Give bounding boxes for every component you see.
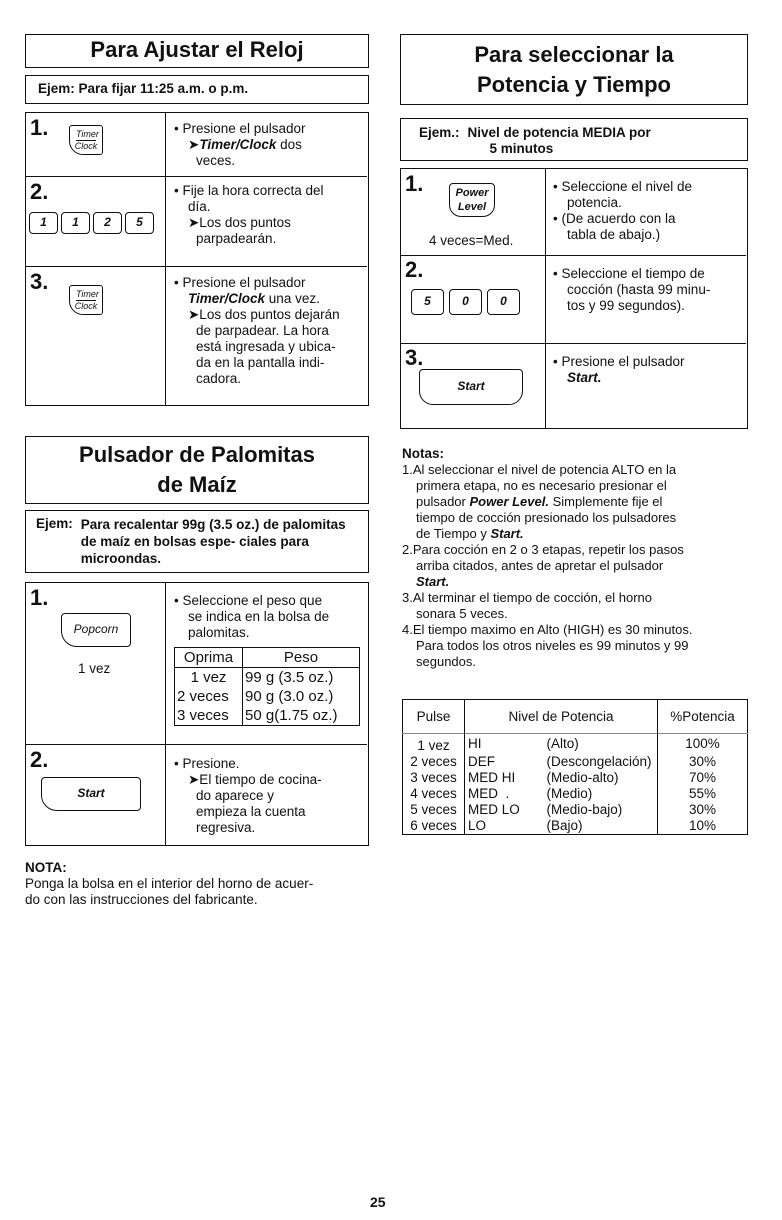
start-key: Start [419, 369, 523, 405]
table-row [403, 754, 748, 770]
popcorn-title-box [25, 436, 369, 504]
digit-key-0: 0 [449, 289, 482, 315]
table-cell: (Descongelación) [547, 754, 658, 770]
table-cell: 2 veces [403, 754, 465, 770]
power-step1-text: • Seleccione el nivel de potencia. • (De acuerdo con la tabla de abajo.) [553, 179, 693, 242]
popcorn-weight-table: Oprima Peso 1 vez 99 g (3.5 oz.) 2 veces 90 g (3.0 oz.) 3 veces 50 g(1.75 oz.) [174, 647, 360, 726]
table-row [403, 770, 748, 786]
clock-steps-table [25, 112, 369, 406]
power-notes: Notas: 1.Al seleccionar el nivel de potencia ALTO en la primera etapa, no es necesario presionar el pulsador Power Level. Simplemente fije el tiempo de cocción presionado los pulsadores de Tiempo y Start. 2.Para cocción en 2 o 3 etapas, repetir los pasos arriba citados, antes de apretar el pulsador Start. 3.Al terminar el tiempo de cocción, el horno sonara 5 veces. 4.El tiempo maximo en Alto (HIGH) es 30 minutos. Para todos los otros niveles es 99 minutos y 99 segundos. [402, 446, 693, 669]
table-cell: MED . [468, 786, 510, 801]
clock-step1-text: • Presione el pulsador ➤Timer/Clock dos veces. [174, 121, 306, 168]
power-steps-table: 1. Power Level 4 veces=Med. • Seleccione el nivel de potencia. • (De acuerdo con la tabla de abajo.) 2. 5 0 0 • Seleccione el tiempo de cocción (hasta 99 minu- tos y 99 segundos). 3. Start • Presione el pulsador Start. [400, 168, 748, 429]
digit-key-1: 1 [61, 212, 90, 234]
popcorn-steps-table: 1. Popcorn 1 vez • Seleccione el peso que se indica en la bolsa de palomitas. Oprima Peso 1 vez 99 g (3.5 oz.) 2 veces 90 g (3.0 oz.) 3 veces 50 g(1.75 oz.) 2. Start • Presione. ➤El tiempo de cocina- do aparece y empieza la cuenta regresiva. [25, 582, 369, 846]
table-cell: (Bajo) [547, 818, 658, 835]
popcorn-step2-text: • Presione. ➤El tiempo de cocina- do aparece y empieza la cuenta regresiva. [174, 756, 322, 835]
table-cell: HI [468, 736, 482, 751]
popcorn-note: NOTA: Ponga la bolsa en el interior del horno de acuer- do con las instrucciones del fabricante. [25, 860, 314, 907]
table-cell: 1 vez [403, 734, 465, 755]
clock-step2-text: • Fije la hora correcta del día. ➤Los dos puntos parpadearán. [174, 183, 324, 246]
power-example-box: Ejem.: Nivel de potencia MEDIA por 5 minutos [400, 118, 748, 161]
table-cell: (Medio) [547, 786, 658, 802]
popcorn-title-1: Pulsador de Palomitas [79, 442, 315, 467]
table-cell: 70% [688, 770, 717, 785]
popcorn-times: 1 vez [78, 661, 111, 676]
table-cell: MED HI [468, 770, 516, 785]
clock-example-box [25, 75, 369, 104]
popcorn-step1-text: • Seleccione el peso que se indica en la bolsa de palomitas. [174, 593, 330, 640]
table-cell: 10% [688, 818, 717, 833]
timer-clock-key-icon: Timer Clock [69, 285, 103, 315]
popcorn-title-2: de Maíz [157, 472, 237, 497]
step-number: 2. [30, 179, 49, 204]
popcorn-example-box: Ejem: Para recalentar 99g (3.5 oz.) de palomitas de maíz en bolsas espe- ciales para microondas. [25, 510, 369, 573]
table-row [403, 818, 748, 835]
table-cell: 4 veces [403, 786, 465, 802]
table-cell: 6 veces [403, 818, 465, 835]
table-cell: LO [468, 818, 487, 833]
digit-key-5: 5 [411, 289, 444, 315]
table-cell: 100% [685, 736, 720, 751]
table-cell: 30% [688, 754, 717, 769]
clock-title: Para Ajustar el Reloj [90, 37, 304, 62]
popcorn-example: Para recalentar 99g (3.5 oz.) de palomitas de maíz en bolsas espe- ciales para microondas. [80, 517, 346, 566]
table-row [403, 802, 748, 818]
page-number: 25 [370, 1194, 386, 1210]
power-title-1: Para seleccionar la [474, 42, 674, 67]
power-step2-text: • Seleccione el tiempo de cocción (hasta 99 minu- tos y 99 segundos). [553, 266, 711, 313]
power-times: 4 veces=Med. [429, 233, 514, 248]
table-cell: DEF [468, 754, 495, 769]
digit-key-1: 1 [29, 212, 58, 234]
digit-key-5: 5 [125, 212, 154, 234]
table-row [403, 734, 748, 755]
table-cell: (Medio-alto) [547, 770, 658, 786]
power-title-box [400, 34, 748, 105]
clock-example: Ejem: Para fijar 11:25 a.m. o p.m. [38, 81, 249, 96]
popcorn-key: Popcorn [61, 613, 131, 647]
power-title-2: Potencia y Tiempo [477, 72, 671, 97]
table-cell: (Medio-bajo) [547, 802, 658, 818]
start-key: Start [41, 777, 141, 811]
timer-clock-key-icon: Timer Clock [69, 125, 103, 155]
table-cell: MED LO [468, 802, 520, 817]
digit-key-0: 0 [487, 289, 520, 315]
step-number: 1. [30, 115, 49, 140]
clock-step3-text: • Presione el pulsador Timer/Clock una vez. ➤Los dos puntos dejarán de parpadear. La hora está ingresada y ubica- da en la pantalla indi- cadora. [174, 275, 340, 386]
table-cell: (Alto) [547, 734, 658, 755]
power-step3-text: • Presione el pulsador Start. [553, 354, 685, 385]
table-cell: 30% [688, 802, 717, 817]
power-level-table: Pulse Nivel de Potencia %Potencia 1 vez HI (Alto) 100% 2 veces DEF (Descongelación) 30% 3 veces MED HI (Medio-alto) 70% 4 veces MED . (Medio) 55% 5 veces MED LO (Medio-bajo) 30% 6 veces LO (Bajo) 10% [402, 699, 748, 835]
step-number: 3. [30, 269, 49, 294]
table-cell: 55% [688, 786, 717, 801]
table-cell: 3 veces [403, 770, 465, 786]
digit-key-2: 2 [93, 212, 122, 234]
clock-title-box [25, 34, 369, 68]
power-level-key: Power Level [449, 183, 495, 217]
table-cell: 5 veces [403, 802, 465, 818]
table-row [403, 786, 748, 802]
